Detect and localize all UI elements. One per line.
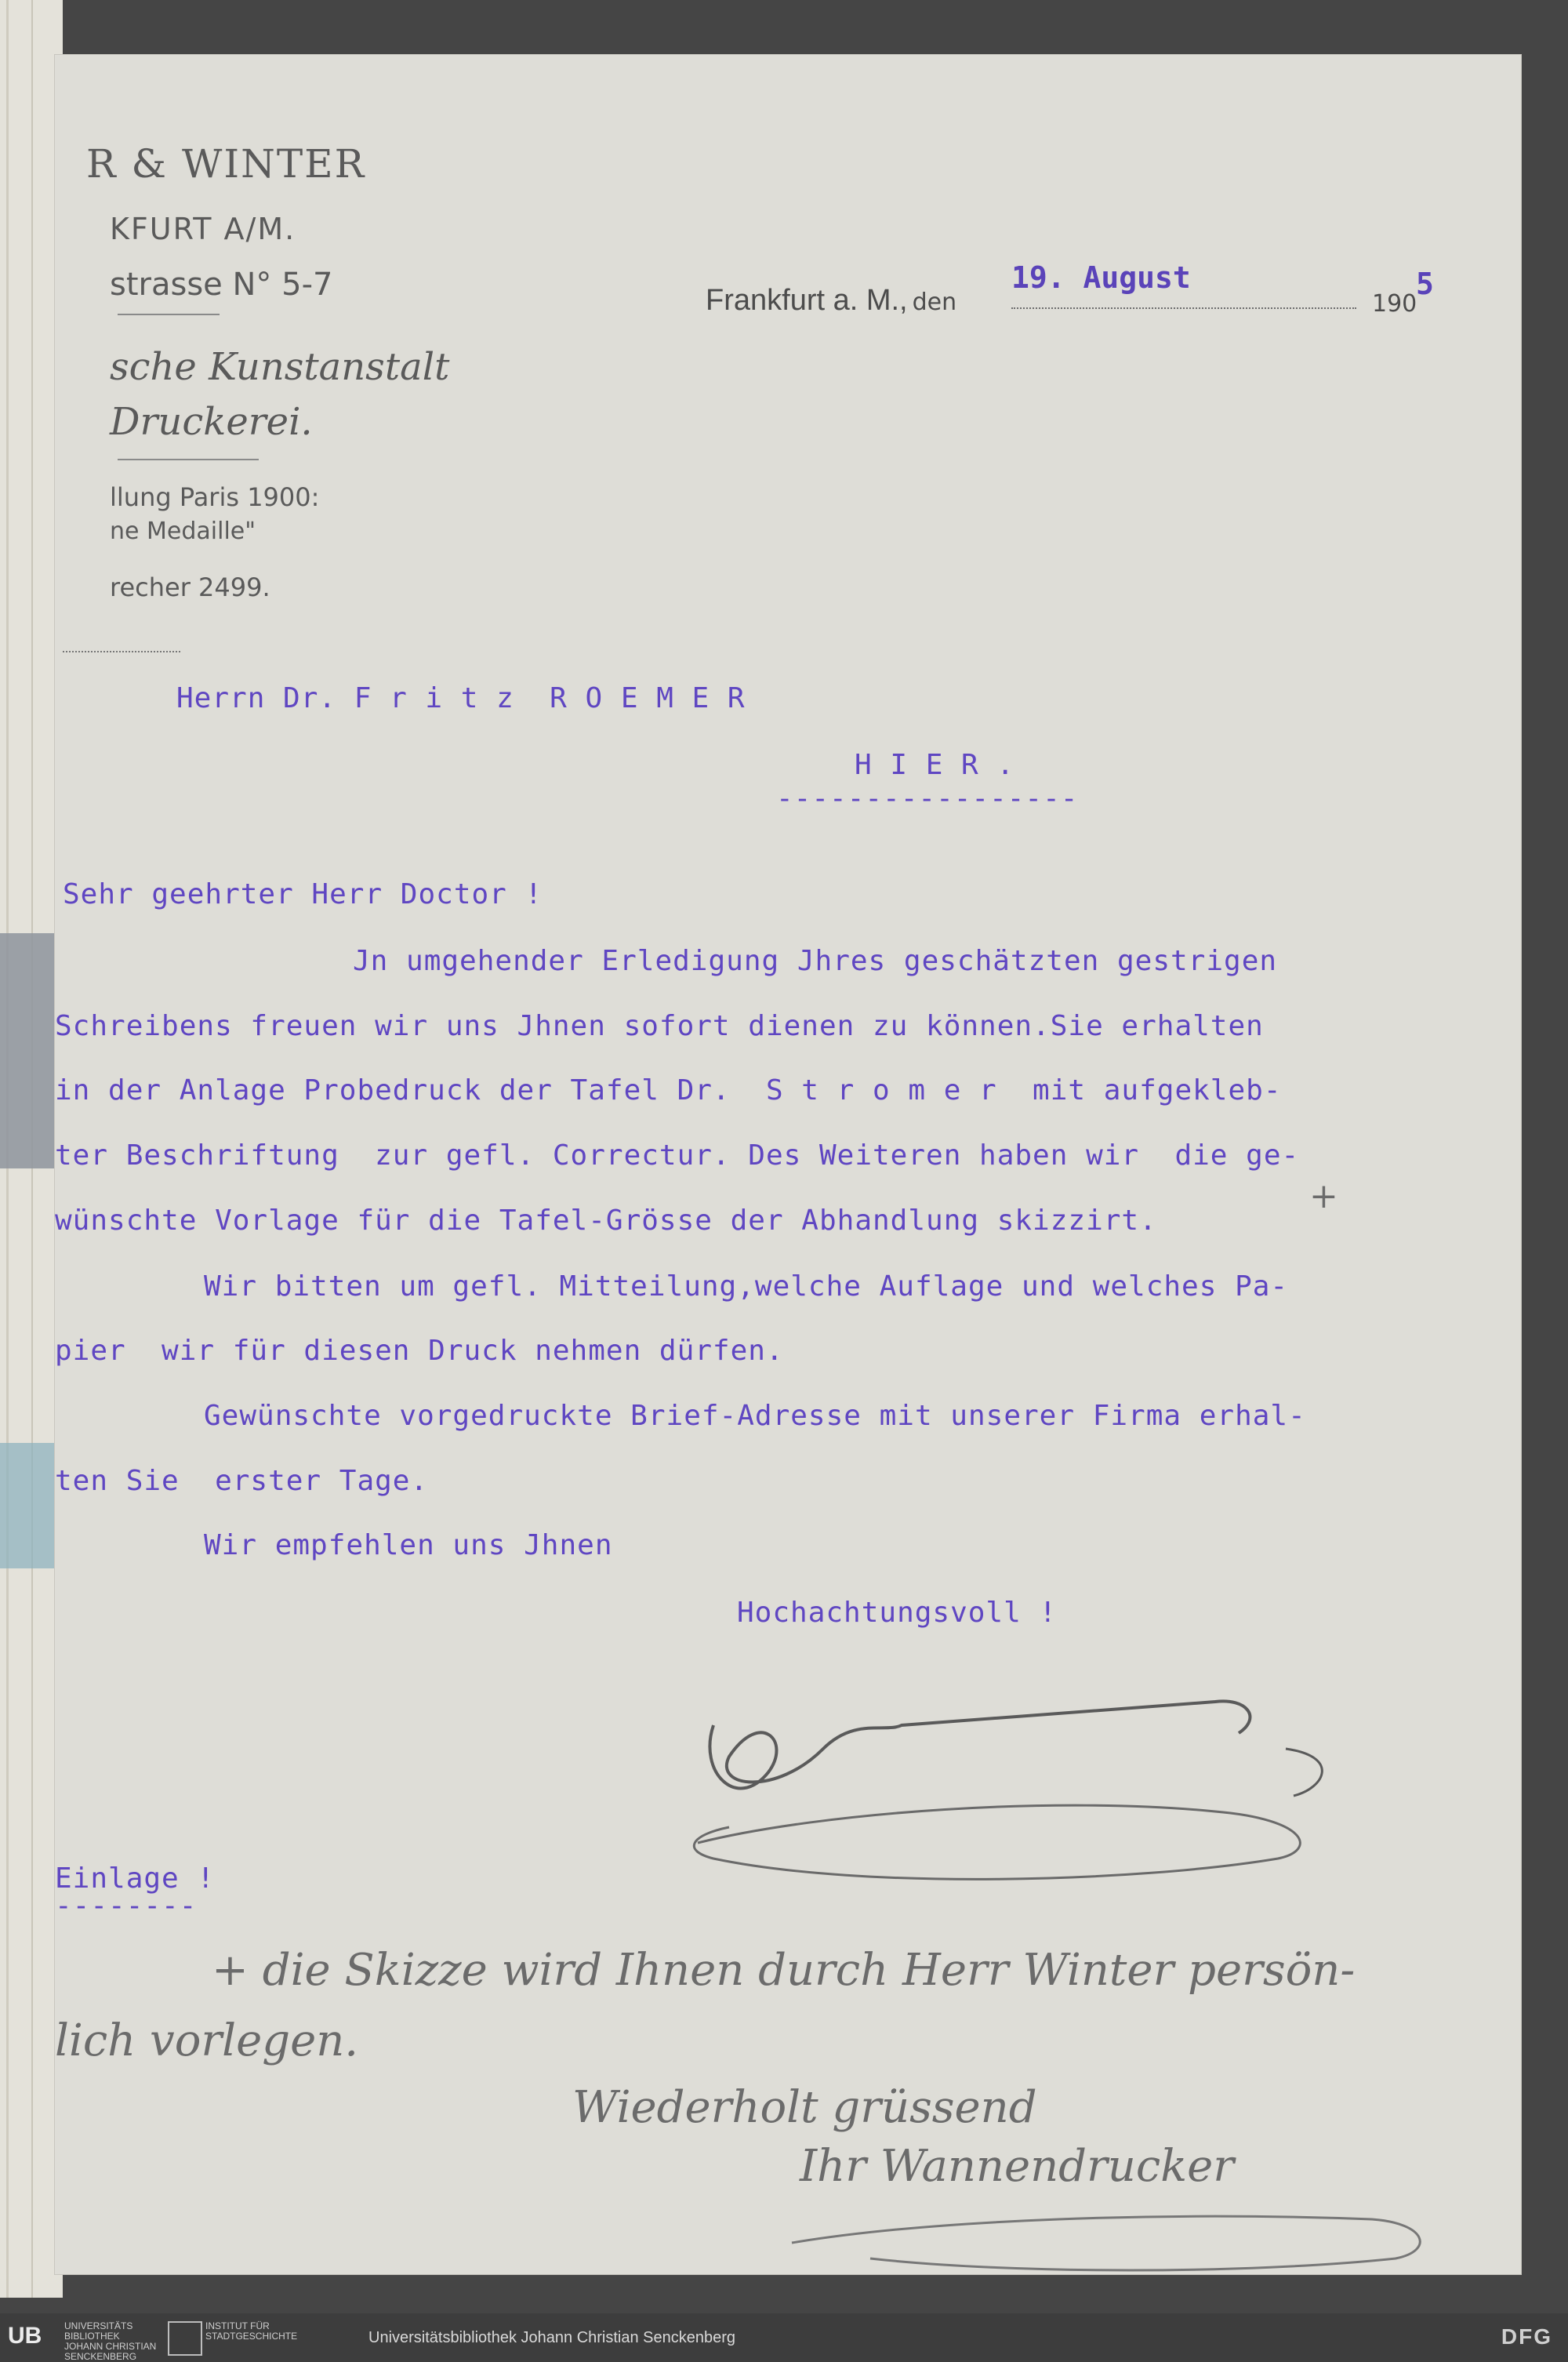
body-line: ter Beschriftung zur gefl. Correctur. Des Weiteren haben wir die ge-	[55, 1139, 1300, 1172]
ub-text: UNIVERSITÄTS BIBLIOTHEK JOHANN CHRISTIAN SENCKENBERG	[64, 2320, 157, 2362]
body-line: wünschte Vorlage für die Tafel-Grösse der Abhandlung skizzirt.	[55, 1205, 1157, 1237]
salutation: Sehr geehrter Herr Doctor !	[63, 878, 543, 910]
dfg-logo: DFG	[1501, 2324, 1552, 2349]
body-line: Wir empfehlen uns Jhnen	[204, 1529, 613, 1561]
date-dotted-line	[1011, 307, 1356, 309]
enclosure: Einlage !	[55, 1862, 216, 1895]
ub-logo: UB	[8, 2323, 42, 2349]
body-line: in der Anlage Probedruck der Tafel Dr. S t r o m e r mit aufgekleb-	[55, 1074, 1282, 1107]
body-line: Schreibens freuen wir uns Jhnen sofort dienen zu können.Sie erhalten	[55, 1010, 1264, 1042]
closing: Hochachtungsvoll !	[737, 1597, 1058, 1629]
handwritten-signature-flourish	[776, 2125, 1466, 2282]
body-line: pier wir für diesen Druck nehmen dürfen.	[55, 1335, 784, 1367]
institute-logo-icon	[168, 2321, 202, 2356]
letterhead-street: strasse N° 5-7	[110, 267, 333, 303]
letterhead-phone: recher 2499.	[110, 572, 270, 602]
institute-text: INSTITUT FÜR STADTGESCHICHTE	[205, 2320, 298, 2342]
letterhead-medal: ne Medaille"	[110, 518, 256, 545]
year-prefix: 190	[1372, 290, 1417, 318]
handwritten-line: lich vorlegen.	[55, 2015, 359, 2066]
year-typed: 5	[1416, 267, 1434, 301]
letterhead-divider	[118, 314, 220, 315]
handwritten-line: + die Skizze wird Ihnen durch Herr Winter persön-	[212, 1945, 1356, 1996]
letterhead-city: KFURT A/M.	[110, 212, 296, 246]
typed-date: 19. August	[1011, 260, 1191, 295]
letterhead-divider	[118, 459, 259, 460]
dateline-city: Frankfurt a. M.,	[706, 284, 908, 317]
letterhead-kunstanstalt: sche Kunstanstalt	[110, 345, 450, 389]
dateline-den: den	[912, 289, 957, 316]
signature-flourish	[666, 1655, 1403, 1921]
side-stack	[0, 0, 63, 2298]
body-line: Wir bitten um gefl. Mitteilung,welche Auflage und welches Pa-	[204, 1270, 1289, 1303]
stamp-fragment	[0, 1443, 63, 1568]
recipient-underline: -----------------	[776, 783, 1079, 815]
letterhead-exhibition: llung Paris 1900:	[110, 482, 320, 512]
footer-bar	[0, 2313, 1568, 2362]
letter-sheet	[55, 55, 1521, 2274]
recipient-hier: H I E R .	[855, 749, 1015, 781]
body-line: Gewünschte vorgedruckte Brief-Adresse mit unserer Firma erhal-	[204, 1400, 1306, 1432]
dateline	[706, 282, 956, 318]
handwritten-signature: Ihr Wannendrucker	[800, 2141, 1235, 2192]
enclosure-underline: --------	[55, 1890, 198, 1922]
postage-stamp	[0, 933, 63, 1168]
letterhead-druckerei: Druckerei.	[110, 400, 313, 444]
insertion-mark: +	[1309, 1176, 1338, 1216]
body-line: ten Sie erster Tage.	[55, 1465, 429, 1497]
body-line: Jn umgehender Erledigung Jhres geschätzten gestrigen	[353, 945, 1278, 977]
letterhead-dotted-line	[63, 651, 180, 652]
library-name: Universitätsbibliothek Johann Christian Senckenberg	[368, 2329, 736, 2346]
recipient-line: Herrn Dr. F r i t z R O E M E R	[176, 682, 746, 714]
handwritten-line: Wiederholt grüssend	[572, 2082, 1037, 2133]
letterhead-firm-name: R & WINTER	[86, 141, 366, 187]
